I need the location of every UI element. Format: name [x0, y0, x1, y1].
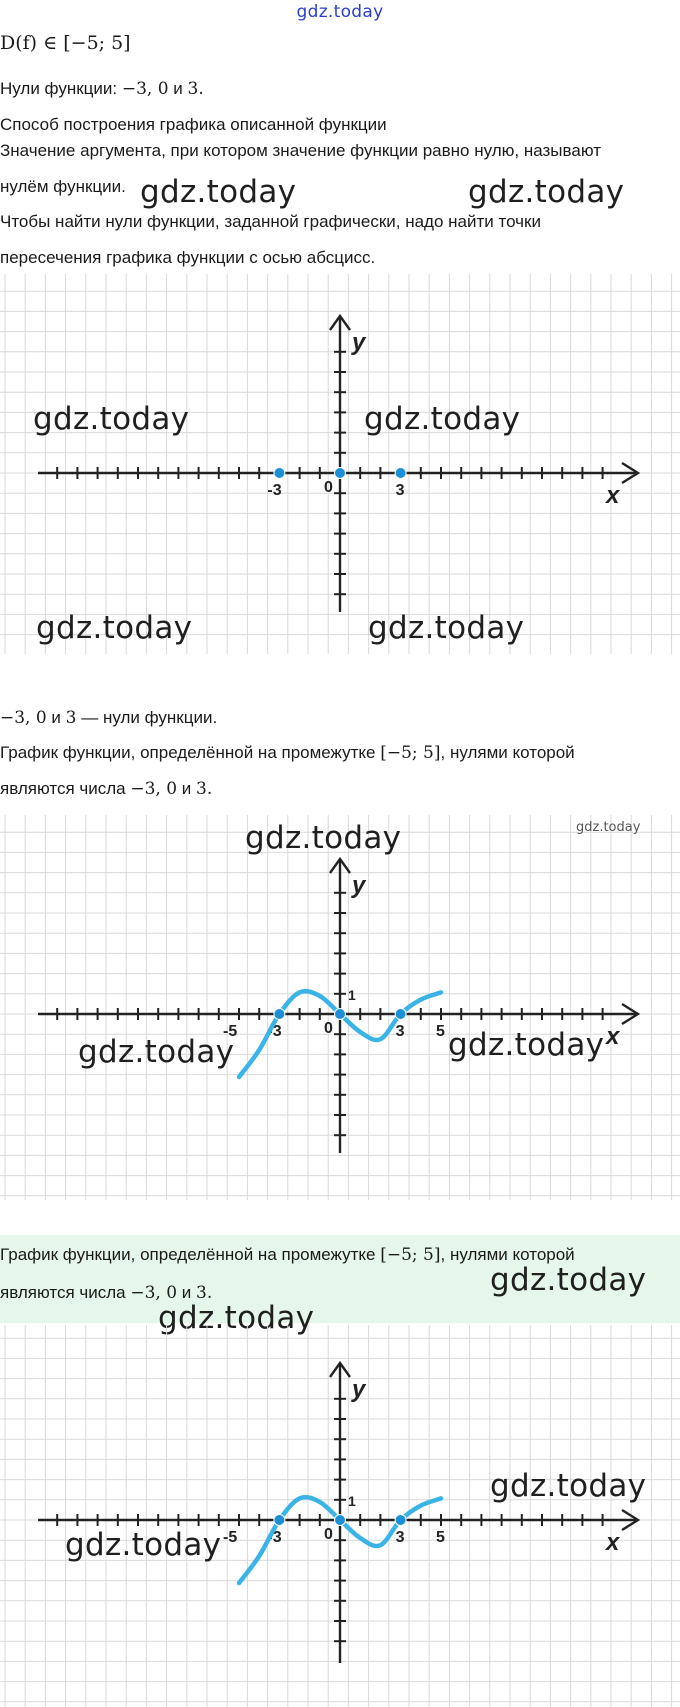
highlight-part1: График функции, определённой на промежутке	[0, 1245, 376, 1264]
highlight-conj: и	[181, 1283, 192, 1302]
watermark: gdz.today	[490, 1468, 647, 1504]
graph-function-repeat-svg	[0, 1325, 680, 1707]
watermark: gdz.today	[490, 1262, 647, 1298]
result-text: — нули функции.	[81, 708, 218, 727]
graph-desc-line-1	[0, 742, 575, 764]
method-title: Способ построения графика описанной функции	[0, 115, 387, 134]
tick-label: -3	[267, 1023, 282, 1040]
zeros-line	[0, 78, 204, 100]
graph-zeros-svg	[0, 274, 680, 654]
watermark: gdz.today	[448, 1027, 605, 1063]
watermark: gdz.today	[364, 401, 521, 437]
site-logo[interactable]: gdz.today	[296, 2, 384, 22]
graph-desc-part1: График функции, определённой на промежутке	[0, 743, 376, 762]
result-last: 3	[65, 708, 77, 728]
highlight-interval: [−5; 5]	[380, 1245, 441, 1265]
y-axis-label: y	[352, 1376, 366, 1403]
definition-line-2: нулём функции.	[0, 177, 126, 196]
tick-label: 3	[395, 1023, 405, 1040]
tick-label: 3	[395, 1529, 405, 1546]
zeros-values: −3, 0	[121, 79, 169, 99]
highlight-part2: , нулями которой	[440, 1245, 575, 1264]
result-conj: и	[51, 708, 61, 727]
graph-desc-values: −3, 0	[130, 779, 178, 799]
tick-label: 3	[395, 482, 405, 499]
graph-desc-interval: [−5; 5]	[380, 743, 441, 763]
tick-label: 5	[436, 1529, 445, 1546]
howto-line-2: пересечения графика функции с осью абсцисс.	[0, 248, 376, 267]
watermark: gdz.today	[65, 1527, 222, 1563]
zero-point	[395, 1009, 406, 1020]
zero-point	[335, 1009, 346, 1020]
zeros-label: Нули функции:	[0, 79, 118, 98]
zero-point	[335, 468, 346, 479]
tick-label: -5	[223, 1023, 238, 1040]
x-axis-label: x	[606, 1023, 620, 1050]
result-values: −3, 0	[0, 708, 47, 728]
tick-label: 1	[348, 986, 356, 1003]
watermark: gdz.today	[140, 174, 297, 210]
y-axis-label: y	[352, 329, 366, 356]
definition-line-1: Значение аргумента, при котором значение функции равно нулю, называют	[0, 141, 601, 160]
graph-desc-conj: и	[181, 779, 192, 798]
graph-function-svg	[0, 815, 680, 1200]
highlight-line-1	[0, 1244, 575, 1266]
tick-label: -3	[267, 482, 282, 499]
tick-label: -5	[223, 1529, 238, 1546]
highlight-prefix: являются числа	[0, 1283, 126, 1302]
graph-function-repeat	[0, 1325, 680, 1707]
result-line	[0, 707, 217, 729]
zero-point	[274, 468, 285, 479]
graph-desc-line-2	[0, 778, 212, 800]
zero-point	[395, 1515, 406, 1526]
watermark: gdz.today	[245, 820, 402, 856]
watermark: gdz.today	[468, 174, 625, 210]
x-axis-label: x	[606, 1529, 620, 1556]
zero-point	[274, 1515, 285, 1526]
watermark: gdz.today	[78, 1034, 235, 1070]
domain-line	[0, 32, 131, 54]
watermark: gdz.today	[368, 610, 525, 646]
watermark: gdz.today	[33, 401, 190, 437]
howto-line-1: Чтобы найти нули функции, заданной графически, надо найти точки	[0, 212, 541, 231]
highlight-last: 3.	[196, 1283, 213, 1303]
watermark: gdz.today	[158, 1300, 315, 1336]
zeros-last: 3.	[187, 79, 204, 99]
origin-label: 0	[324, 1526, 333, 1543]
graph-function	[0, 815, 680, 1200]
y-axis-label: y	[352, 872, 366, 899]
zero-point	[395, 468, 406, 479]
tick-label: -3	[267, 1529, 282, 1546]
watermark: gdz.today	[36, 610, 193, 646]
domain-expression: D(f) ∈ [−5; 5]	[0, 32, 131, 54]
graph-zeros	[0, 274, 680, 654]
origin-label: 0	[324, 1020, 333, 1037]
graph-desc-part2: , нулями которой	[440, 743, 575, 762]
zero-point	[335, 1515, 346, 1526]
graph-desc-last: 3.	[196, 779, 213, 799]
graph-desc-prefix: являются числа	[0, 779, 126, 798]
tick-label: 5	[436, 1023, 445, 1040]
zero-point	[274, 1009, 285, 1020]
watermark-small: gdz.today	[576, 820, 641, 835]
tick-label: 1	[348, 1492, 356, 1509]
highlight-values: −3, 0	[130, 1283, 178, 1303]
origin-label: 0	[324, 479, 333, 496]
zeros-conj: и	[173, 79, 183, 98]
x-axis-label: x	[606, 482, 620, 509]
